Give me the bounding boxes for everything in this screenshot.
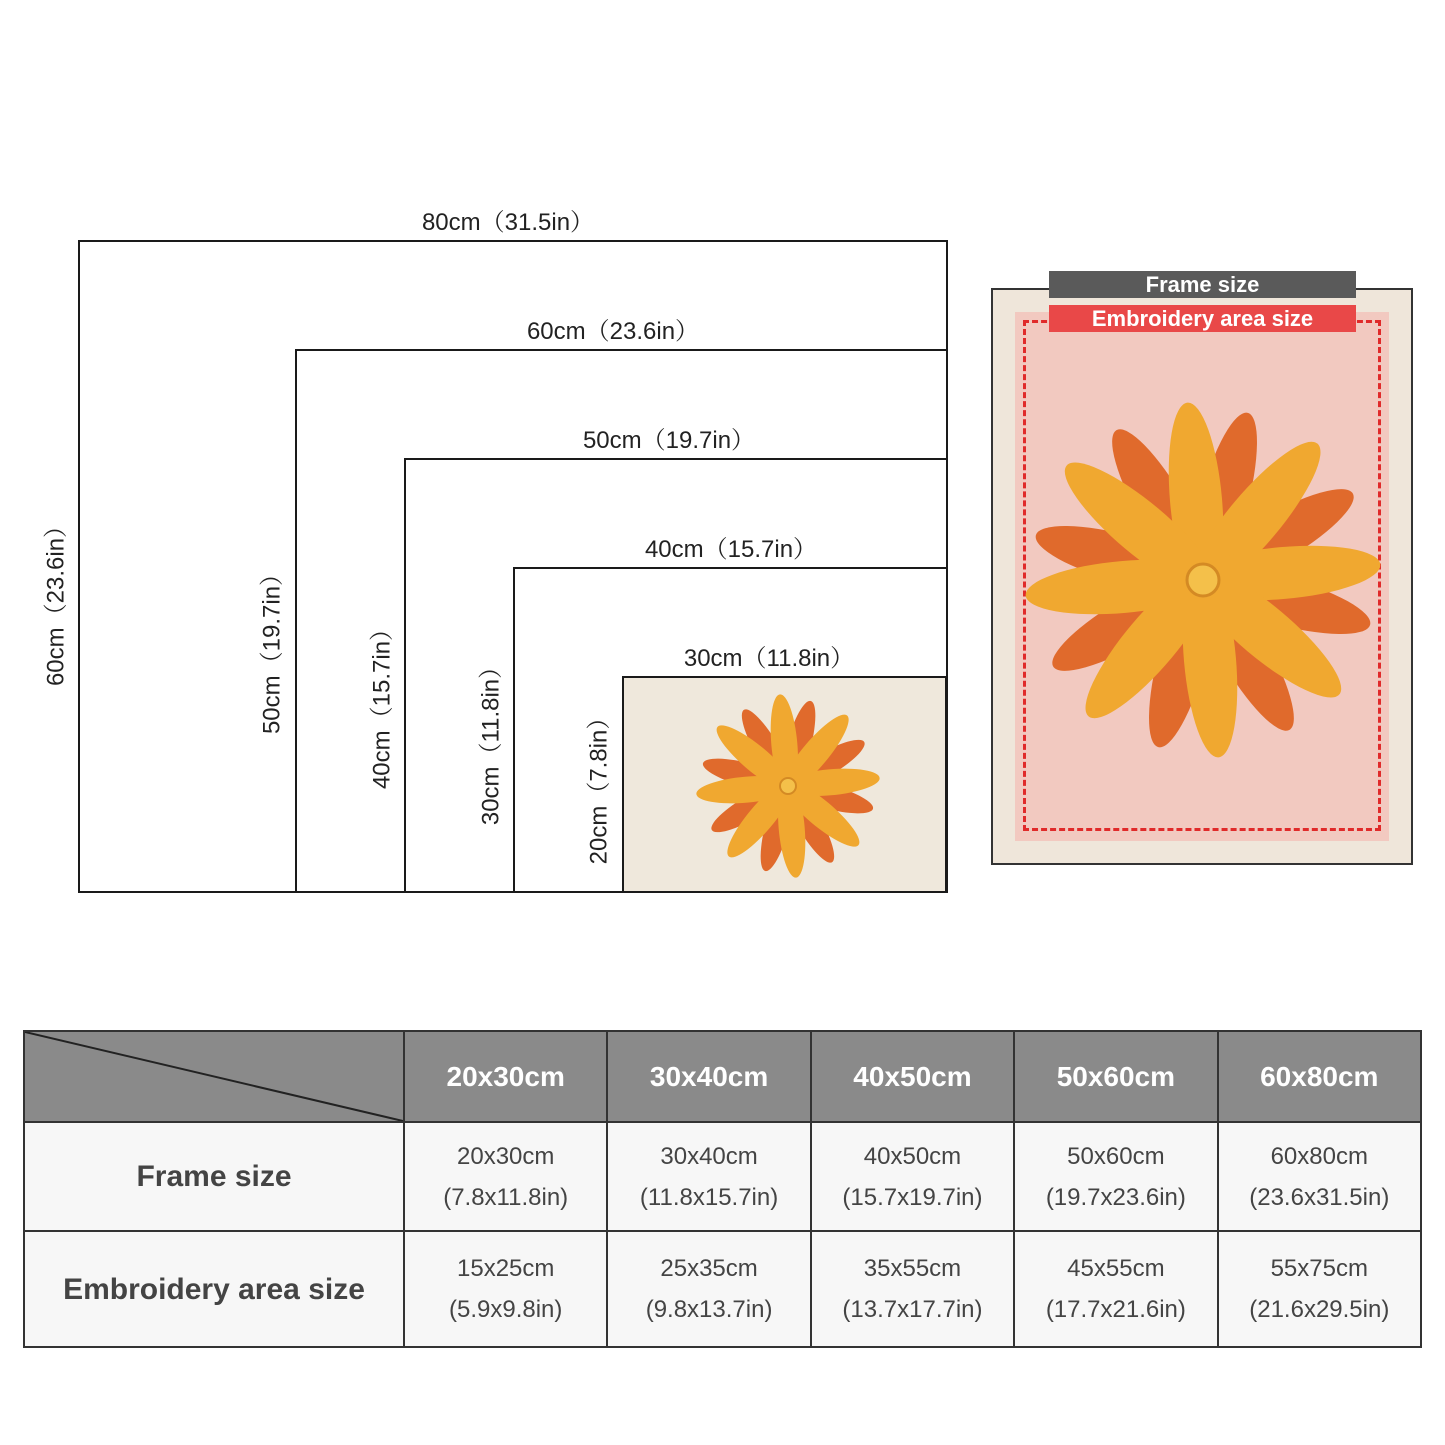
row-label: Embroidery area size xyxy=(24,1231,404,1347)
table-cell xyxy=(1218,1122,1421,1231)
table-cell xyxy=(1218,1231,1421,1347)
cell-in: (13.7x17.7in) xyxy=(842,1296,983,1323)
table-cell xyxy=(811,1122,1014,1231)
embroidery-area-tag: Embroidery area size xyxy=(1049,305,1356,332)
table-cell xyxy=(404,1231,607,1347)
cell-cm: 60x80cm xyxy=(1270,1142,1368,1170)
cell-cm: 30x40cm xyxy=(660,1142,758,1170)
height-label-60: 60cm（23.6in） xyxy=(42,513,70,687)
width-label-80: 80cm（31.5in） xyxy=(421,209,595,236)
cell-cm: 20x30cm xyxy=(457,1142,555,1170)
cell-in: (7.8x11.8in) xyxy=(443,1183,569,1211)
cell-cm: 25x35cm xyxy=(660,1255,758,1282)
width-label-30: 30cm（11.8in） xyxy=(683,645,855,672)
cell-cm: 45x55cm xyxy=(1067,1255,1165,1282)
row-label: Frame size xyxy=(24,1122,404,1231)
column-header: 30x40cm xyxy=(607,1031,810,1122)
cell-cm: 40x50cm xyxy=(863,1142,962,1170)
table-cell xyxy=(607,1231,810,1347)
table-cell xyxy=(811,1231,1014,1347)
table-corner-cell xyxy=(24,1031,404,1122)
cell-in: (11.8x15.7in) xyxy=(639,1183,779,1211)
cell-cm: 15x25cm xyxy=(457,1255,555,1282)
table-row-frame-size xyxy=(24,1122,1421,1231)
cell-in: (19.7x23.6in) xyxy=(1045,1183,1186,1211)
cell-cm: 55x75cm xyxy=(1270,1255,1368,1282)
cell-in: (23.6x31.5in) xyxy=(1249,1183,1390,1211)
small-flower-image xyxy=(624,678,945,891)
column-header: 50x60cm xyxy=(1014,1031,1217,1122)
frame-example-image xyxy=(991,288,1413,865)
diagonal-divider xyxy=(25,1032,403,1121)
height-label-30: 30cm（11.8in） xyxy=(477,654,505,826)
width-label-60: 60cm（23.6in） xyxy=(526,318,700,345)
height-label-20: 20cm（7.8in） xyxy=(585,705,613,865)
cell-in: (15.7x19.7in) xyxy=(842,1183,983,1211)
table-row-embroidery-area xyxy=(24,1231,1421,1347)
cell-in: (21.6x29.5in) xyxy=(1249,1296,1390,1323)
table-cell xyxy=(1014,1122,1217,1231)
column-header: 20x30cm xyxy=(404,1031,607,1122)
height-label-50: 50cm（19.7in） xyxy=(258,561,286,735)
rect-30x20-preview xyxy=(622,676,947,893)
table-header-row xyxy=(24,1031,1421,1122)
cell-in: (9.8x13.7in) xyxy=(645,1296,773,1323)
cell-cm: 50x60cm xyxy=(1067,1142,1165,1170)
table-cell xyxy=(607,1122,810,1231)
column-header: 60x80cm xyxy=(1218,1031,1421,1122)
table-cell xyxy=(404,1122,607,1231)
height-label-40: 40cm（15.7in） xyxy=(368,616,396,790)
cell-cm: 35x55cm xyxy=(863,1255,962,1282)
cell-in: (17.7x21.6in) xyxy=(1045,1296,1186,1323)
width-label-50: 50cm（19.7in） xyxy=(582,427,756,454)
width-label-40: 40cm（15.7in） xyxy=(644,536,818,563)
size-table xyxy=(23,1030,1422,1348)
column-header: 40x50cm xyxy=(811,1031,1014,1122)
frame-size-tag: Frame size xyxy=(1049,271,1356,298)
cell-in: (5.9x9.8in) xyxy=(449,1296,563,1323)
large-flower-image xyxy=(993,290,1411,863)
table-cell xyxy=(1014,1231,1217,1347)
